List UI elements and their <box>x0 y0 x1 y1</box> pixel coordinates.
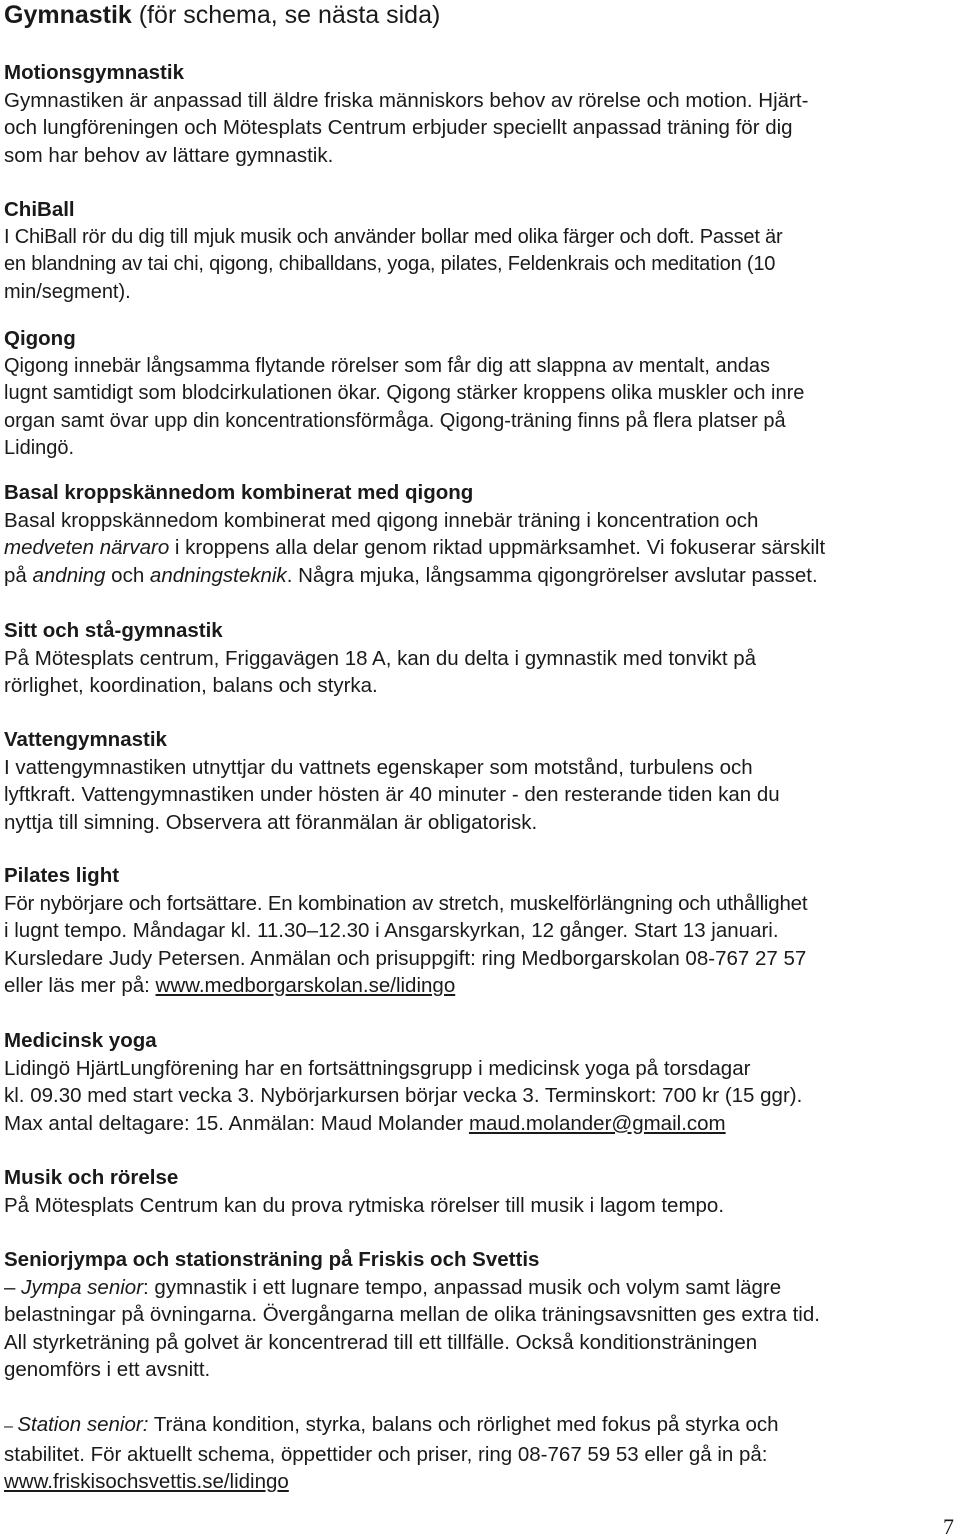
paragraph-line: lugnt samtidigt som blodcirkulationen ökar. Qigong stärker kroppens olika muskler och inre <box>4 382 805 404</box>
paragraph-line: en blandning av tai chi, qigong, chiballdans, yoga, pilates, Feldenkrais och meditation (10 <box>4 253 776 275</box>
paragraph-line: I ChiBall rör du dig till mjuk musik och använder bollar med olika färger och doft. Passet är <box>4 225 783 248</box>
paragraph-line: eller läs mer på: www.medborgarskolan.se/lidingo <box>4 974 456 997</box>
section-motionsgymnastik <box>4 59 954 169</box>
paragraph-line: lyftkraft. Vattengymnastiken under hösten är 40 minuter - den resterande tiden kan du <box>4 783 780 806</box>
section-heading: Musik och rörelse <box>4 1166 179 1189</box>
friskisochsvettis-link[interactable]: www.friskisochsvettis.se/lidingo <box>4 1470 289 1493</box>
medborgarskolan-link[interactable]: www.medborgarskolan.se/lidingo <box>155 974 456 997</box>
section-heading: Pilates light <box>4 864 120 887</box>
paragraph-line: All styrketräning på golvet är koncentrerad till ett tillfälle. Också konditionsträningen <box>4 1330 758 1354</box>
paragraph-line: organ samt övar upp din koncentrationsförmåga. Qigong-träning finns på flera platser på <box>4 409 786 432</box>
paragraph-line: rörlighet, koordination, balans och styrka. <box>4 674 378 697</box>
paragraph-line: Lidingö. <box>4 437 75 459</box>
section-vattengymnastik <box>4 726 954 836</box>
section-heading: Medicinsk yoga <box>4 1029 157 1052</box>
section-heading: Sitt och stå-gymnastik <box>4 619 223 642</box>
section-sitt-och-sta <box>4 617 954 700</box>
paragraph-line: I vattengymnastiken utnyttjar du vattnets egenskaper som motstånd, turbulens och <box>4 755 753 779</box>
section-basal-kroppskannedom <box>4 479 954 589</box>
section-qigong <box>4 325 954 463</box>
section-musik-och-rorelse <box>4 1164 954 1219</box>
section-station-senior <box>4 1411 954 1496</box>
paragraph-line <box>4 1468 954 1496</box>
paragraph-line: – Station senior: Träna kondition, styrka, balans och rörlighet med fokus på styrka och <box>4 1413 779 1436</box>
section-heading: Seniorjympa och stationsträning på Friskis och Svettis <box>4 1248 540 1271</box>
paragraph-line: på andning och andningsteknik. Några mjuka, långsamma qigongrörelser avslutar passet. <box>4 563 818 587</box>
paragraph-line: min/segment). <box>4 280 131 303</box>
paragraph-line: i lugnt tempo. Måndagar kl. 11.30–12.30 i Ansgarskyrkan, 12 gånger. Start 13 januari. <box>4 919 779 942</box>
section-heading: Vattengymnastik <box>4 728 167 751</box>
paragraph-line: medveten närvaro i kroppens alla delar genom riktad uppmärksamhet. Vi fokuserar särskilt <box>4 536 826 559</box>
paragraph-line: Kursledare Judy Petersen. Anmälan och prisuppgift: ring Medborgarskolan 08-767 27 57 <box>4 946 807 970</box>
section-medicinsk-yoga <box>4 1027 954 1137</box>
paragraph-line: nyttja till simning. Observera att föranmälan är obligatorisk. <box>4 810 538 834</box>
paragraph-line: Max antal deltagare: 15. Anmälan: Maud Molander maud.molander@gmail.com <box>4 1111 726 1135</box>
paragraph-line: kl. 09.30 med start vecka 3. Nybörjarkursen börjar vecka 3. Terminskort: 700 kr (15 ggr). <box>4 1084 803 1107</box>
email-link[interactable]: maud.molander@gmail.com <box>468 1111 726 1135</box>
paragraph-line: – Jympa senior: gymnastik i ett lugnare tempo, anpassad musik och volym samt lägre <box>4 1275 782 1299</box>
section-heading: ChiBall <box>4 198 75 221</box>
section-heading: Basal kroppskännedom kombinerat med qigong <box>4 481 474 504</box>
paragraph-line: För nybörjare och fortsättare. En kombination av stretch, muskelförlängning och uthållighet <box>4 891 808 915</box>
paragraph-line: belastningar på övningarna. Övergångarna mellan de olika träningsavsnitten ges extra tid. <box>4 1303 820 1326</box>
section-pilates-light <box>4 862 954 1000</box>
paragraph-line: Lidingö HjärtLungförening har en fortsättningsgrupp i medicinsk yoga på torsdagar <box>4 1056 751 1080</box>
section-heading: Qigong <box>4 327 76 350</box>
section-seniorjympa <box>4 1246 954 1384</box>
page-title: Gymnastik (för schema, se nästa sida) <box>4 1 441 29</box>
paragraph-line: Gymnastiken är anpassad till äldre friska människors behov av rörelse och motion. Hjärt- <box>4 88 809 112</box>
paragraph-line: genomförs i ett avsnitt. <box>4 1358 211 1381</box>
paragraph-line: stabilitet. För aktuellt schema, öppettider och priser, ring 08-767 59 53 eller gå in på: <box>4 1442 768 1466</box>
paragraph-line: som har behov av lättare gymnastik. <box>4 143 334 167</box>
section-chiball <box>4 196 954 306</box>
paragraph-line: På Mötesplats Centrum kan du prova rytmiska rörelser till musik i lagom tempo. <box>4 1193 725 1217</box>
paragraph-line: Basal kroppskännedom kombinerat med qigong innebär träning i koncentration och <box>4 508 759 532</box>
paragraph-line: På Mötesplats centrum, Friggavägen 18 A, kan du delta i gymnastik med tonvikt på <box>4 646 757 670</box>
section-heading: Motionsgymnastik <box>4 61 184 84</box>
paragraph-line: Qigong innebär långsamma flytande rörelser som får dig att slappna av mentalt, andas <box>4 354 770 377</box>
page-number: 7 <box>943 1514 954 1539</box>
paragraph-line: och lungföreningen och Mötesplats Centrum erbjuder speciellt anpassad träning för dig <box>4 116 793 139</box>
